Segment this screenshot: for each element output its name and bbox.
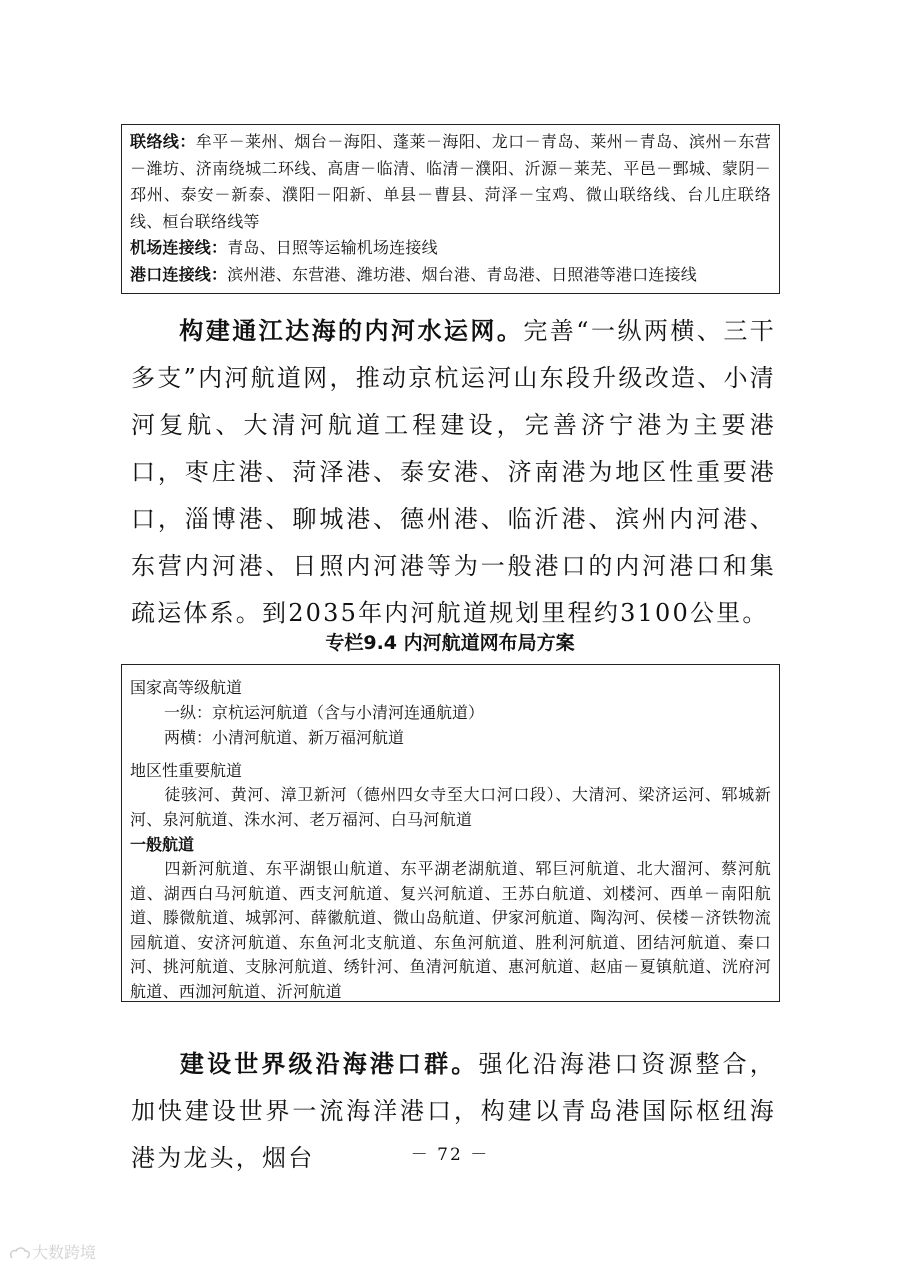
- paragraph-body: 强化沿海港口资源整合，加快建设世界一流海洋港口，构建以青岛港国际枢纽海港为龙头，烟台: [131, 1050, 776, 1172]
- box-title: 专栏9.4 内河航道网布局方案: [325, 632, 575, 654]
- watermark: [8, 1240, 128, 1268]
- port-label: 港口连接线：: [130, 264, 228, 284]
- port-text: 滨州港、东营港、潍坊港、烟台港、青岛港、日照港等港口连接线: [227, 264, 698, 284]
- watermark-logo-icon: [8, 1246, 32, 1262]
- regional-heading: 地区性重要航道: [130, 761, 243, 780]
- connector-label: 联络线：: [130, 132, 196, 151]
- general-heading: 一般航道: [130, 835, 195, 854]
- waterway-box: [121, 664, 780, 1002]
- connector-text: 牟平－莱州、烟台－海阳、蓬莱－海阳、龙口－青岛、莱州－青岛、滨州－东营－潍坊、济南绕城二环线、高唐－临清、临清－濮阳、沂源－莱芜、平邑－鄄城、蒙阴－邳州、泰安－新泰、濮阳－阳新、单县－曹县、菏泽－宝鸡、微山联络线、台儿庄联络线、桓台联络线等: [130, 132, 771, 231]
- port-line: [130, 262, 771, 289]
- airport-line: [130, 235, 771, 262]
- watermark-text: 大数跨境: [32, 1243, 97, 1262]
- national-item-1: 一纵：京杭运河航道（含与小清河连通航道）: [164, 703, 485, 722]
- page-number: － 72 －: [410, 1145, 490, 1165]
- national-heading: 国家高等级航道: [130, 678, 243, 697]
- paragraph-lead: 建设世界级沿海港口群。: [179, 1050, 479, 1078]
- paragraph-lead: 构建通江达海的内河水运网。: [179, 317, 524, 345]
- general-text: 四新河航道、东平湖银山航道、东平湖老湖航道、郓巨河航道、北大溜河、蔡河航道、湖西白马河航道、西支河航道、复兴河航道、王苏白航道、刘楼河、西单－南阳航道、滕微航道、城郭河、薛徽航道、微山岛航道、伊家河航道、陶沟河、侯楼－济铁物流园航道、安济河航道、东鱼河北支航道、东鱼河航道、胜利河航道、团结河航道、秦口河、挑河航道、支脉河航道、绣针河、鱼清河航道、惠河航道、赵庙－夏镇航道、洸府河航道、西泇河航道、沂河航道: [130, 859, 771, 1001]
- regional-text-block: [130, 783, 771, 832]
- connector-line: [130, 129, 771, 235]
- paragraph-inland-waterway: [131, 308, 776, 637]
- paragraph-body: 完善“一纵两横、三干多支”内河航道网，推动京杭运河山东段升级改造、小清河复航、大清河航道工程建设，完善济宁港为主要港口，枣庄港、菏泽港、泰安港、济南港为地区性重要港口，淄博港、聊城港、德州港、临沂港、滨州内河港、东营内河港、日照内河港等为一般港口的内河港口和集疏运体系。到2035年内河航道规划里程约3100公里。: [131, 317, 776, 627]
- airport-label: 机场连接线：: [130, 238, 228, 257]
- airport-text: 青岛、日照等运输机场连接线: [227, 238, 438, 257]
- general-text-block: [130, 857, 771, 1004]
- national-item-2: 两横：小清河航道、新万福河航道: [164, 728, 405, 747]
- route-box: [121, 124, 780, 294]
- regional-text: 徒骇河、黄河、漳卫新河（德州四女寺至大口河口段）、大清河、梁济运河、郓城新河、泉河航道、洙水河、老万福河、白马河航道: [130, 785, 771, 829]
